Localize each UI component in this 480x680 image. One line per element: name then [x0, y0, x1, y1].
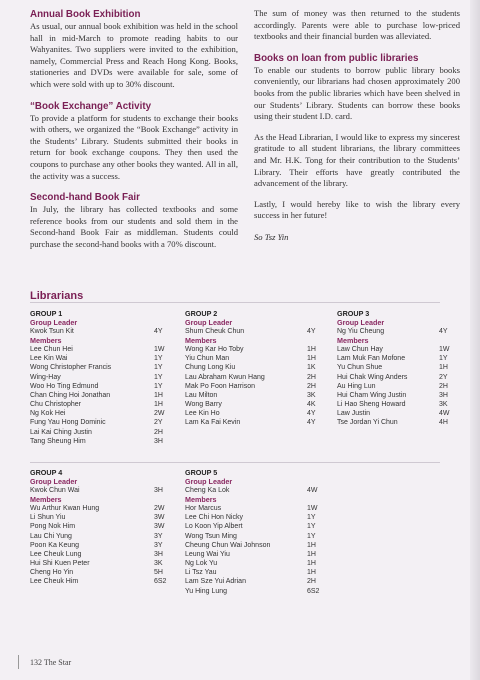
student-class: 6S2: [154, 578, 167, 586]
member-row: [185, 504, 333, 513]
student-class: 3K: [154, 560, 163, 568]
signature: So Tsz Yin: [254, 231, 289, 242]
student-name: Wu Arthur Kwan Hung: [30, 505, 100, 513]
member-row: [337, 354, 465, 363]
member-row: [185, 577, 333, 586]
member-row: [30, 428, 180, 437]
student-name: Woo Ho Ting Edmund: [30, 382, 99, 390]
group-leader-label: Group Leader: [30, 477, 78, 486]
group-title: GROUP 2: [185, 309, 218, 318]
student-name: Wong Christopher Francis: [30, 364, 112, 372]
student-name: Hui Shi Kuen Peter: [30, 560, 90, 568]
member-row: [30, 391, 180, 400]
student-name: Hor Marcus: [185, 505, 222, 513]
heading-second-hand-book-fair: Second-hand Book Fair: [30, 192, 140, 204]
student-name: Fung Yau Hong Dominic: [30, 419, 106, 427]
member-row: [30, 409, 180, 418]
group-4: [30, 468, 180, 587]
student-name: Ng Kok Hei: [30, 410, 66, 418]
librarians-title: Librarians: [30, 290, 84, 302]
paragraph-book-exchange: To provide a platform for students to exchange their books with others, we organized the “Book Exchange” activity in the Students’ Library. Students submitted their books in return for book exchange coupons. They then used the coupons to purchase any other books they wanted. All in all, the activity was a success.: [30, 112, 238, 181]
divider-middle: [30, 462, 440, 463]
student-class: 4Y: [439, 328, 448, 335]
student-class: 1W: [154, 346, 165, 354]
student-class: 4W: [307, 487, 318, 494]
member-row: [337, 409, 465, 418]
student-name: Lee Cheuk Lung: [30, 550, 82, 558]
student-class: 1Y: [154, 364, 163, 372]
page-edge: [470, 0, 480, 680]
group-3: [337, 309, 465, 428]
group-leader-row: [337, 327, 465, 336]
student-class: 2Y: [439, 373, 448, 381]
right-text-column: [254, 8, 460, 243]
student-class: 3H: [154, 437, 163, 445]
group-leader-row: [185, 486, 333, 495]
student-class: 2H: [307, 578, 316, 586]
student-name: Lau Chi Yung: [30, 532, 72, 540]
student-class: 1H: [439, 364, 448, 372]
student-name: Kwok Tsun Kit: [30, 328, 74, 335]
student-name: Li Shun Yiu: [30, 514, 66, 522]
student-name: Ng Yiu Cheung: [337, 328, 385, 335]
member-row: [337, 382, 465, 391]
student-class: 1H: [307, 550, 316, 558]
student-class: 1H: [307, 569, 316, 577]
member-row: [185, 382, 333, 391]
member-row: [185, 409, 333, 418]
student-name: Wong Kar Ho Toby: [185, 346, 244, 354]
student-class: 1H: [154, 401, 163, 409]
member-row: [337, 400, 465, 409]
student-name: Pong Nok Him: [30, 523, 76, 531]
group-leader-row: [185, 327, 333, 336]
student-name: Yu Chun Shue: [337, 364, 383, 372]
group-leader-label: Group Leader: [185, 318, 233, 327]
group-leader-row: [30, 327, 180, 336]
member-row: [30, 550, 180, 559]
student-class: 3W: [154, 523, 165, 531]
members-label: Members: [30, 336, 62, 346]
student-class: 1W: [307, 505, 318, 513]
member-row: [185, 532, 333, 541]
group-leader-label: Group Leader: [185, 477, 233, 486]
member-row: [337, 363, 465, 372]
member-row: [185, 568, 333, 577]
student-name: Poon Ka Keung: [30, 541, 80, 549]
paragraph-books-on-loan: To enable our students to borrow public library books conveniently, our librarians had chosen approximately 200 books from the public libraries which have been shelved in our Students’ Library. Students can borrow these books using their student I.D. card.: [254, 64, 460, 122]
student-name: Law Chun Hay: [337, 346, 383, 354]
divider-top: [30, 302, 440, 303]
paragraph-second-hand-book-fair: In July, the library has collected textbooks and some reference books from our students and sold them in the Second-hand Book Fair as middleman. Students could purchase the second-hand books with a 70% discount.: [30, 204, 238, 249]
member-row: [185, 513, 333, 522]
student-class: 4K: [307, 401, 316, 409]
member-row: [337, 345, 465, 354]
student-name: Kwok Chun Wai: [30, 487, 80, 494]
member-row: [30, 532, 180, 541]
student-class: 1H: [307, 541, 316, 549]
student-class: 3H: [154, 487, 163, 494]
member-row: [337, 391, 465, 400]
student-name: Leung Wai Yiu: [185, 550, 230, 558]
student-name: Chan Ching Hoi Jonathan: [30, 391, 111, 399]
group-leader-row: [30, 486, 180, 495]
student-name: Tse Jordan Yi Chun: [337, 419, 398, 427]
member-row: [185, 354, 333, 363]
group-5: [185, 468, 333, 596]
student-class: 3H: [154, 550, 163, 558]
student-name: Li Tsz Yau: [185, 569, 217, 577]
student-class: 4W: [439, 410, 450, 418]
student-name: Hui Cham Wing Justin: [337, 391, 407, 399]
paragraph-wish: Lastly, I would hereby like to wish the library every success in her future!: [254, 198, 460, 221]
member-row: [30, 354, 180, 363]
student-name: Au Hing Lun: [337, 382, 376, 390]
member-row: [30, 577, 180, 586]
student-class: 1Y: [154, 382, 163, 390]
student-name: Li Hao Sheng Howard: [337, 401, 406, 409]
student-class: 4Y: [307, 328, 316, 335]
member-row: [30, 400, 180, 409]
page-footer: 132 The Star: [30, 658, 72, 667]
student-name: Hui Chak Wing Anders: [337, 373, 408, 381]
student-class: 1H: [307, 346, 316, 354]
left-text-column: [30, 8, 238, 260]
member-row: [30, 345, 180, 354]
student-class: 1K: [307, 364, 316, 372]
student-class: 2H: [439, 382, 448, 390]
student-class: 1Y: [439, 355, 448, 363]
student-class: 4Y: [307, 410, 316, 418]
member-row: [30, 559, 180, 568]
member-row: [30, 568, 180, 577]
footer-marker: [18, 655, 19, 669]
student-name: Wong Tsun Ming: [185, 532, 237, 540]
member-row: [185, 373, 333, 382]
member-row: [185, 418, 333, 427]
student-name: Lee Chi Hon Nicky: [185, 514, 243, 522]
member-row: [30, 363, 180, 372]
member-row: [185, 391, 333, 400]
heading-annual-book-exhibition: Annual Book Exhibition: [30, 9, 141, 20]
student-class: 3Y: [154, 541, 163, 549]
member-row: [185, 522, 333, 531]
group-2: [185, 309, 333, 428]
student-class: 4Y: [307, 419, 316, 427]
student-class: 3K: [307, 391, 316, 399]
student-class: 3H: [439, 391, 448, 399]
student-class: 3W: [154, 514, 165, 522]
student-name: Shum Cheuk Chun: [185, 328, 245, 335]
group-title: GROUP 3: [337, 309, 370, 318]
student-name: Lee Cheuk Him: [30, 578, 79, 586]
student-class: 2W: [154, 410, 165, 418]
member-row: [30, 418, 180, 427]
student-name: Ng Lok Yu: [185, 560, 218, 568]
paragraph-gratitude: As the Head Librarian, I would like to express my sincerest gratitude to all student librarians, the library committees and Mr. H.K. Tong for their contribution to the Students’ Library. Their efforts have greatly contributed the advancement of the library.: [254, 131, 460, 189]
member-row: [185, 363, 333, 372]
student-name: Law Justin: [337, 410, 371, 418]
student-name: Lee Kin Wai: [30, 355, 68, 363]
paragraph-annual-book-exhibition: As usual, our annual book exhibition was held in the school hall in mid-March to promote reading habits to our Wahyanites. Two suppliers were invited to the exhibition, namely, Commercial Press and Reach Hong Kong. Books, stationeries and DVDs were available for sale, some of which were sold with up to 30% discount.: [30, 21, 238, 89]
student-class: 6S2: [307, 587, 320, 595]
student-name: Lai Kai Ching Justin: [30, 428, 92, 436]
student-name: Cheng Ka Lok: [185, 487, 230, 494]
member-row: [185, 550, 333, 559]
member-row: [30, 373, 180, 382]
student-name: Wing-Hay: [30, 373, 61, 381]
student-name: Wong Barry: [185, 401, 222, 409]
group-title: GROUP 5: [185, 468, 218, 477]
student-name: Lo Koon Yip Albert: [185, 523, 243, 531]
member-row: [30, 437, 180, 446]
member-row: [185, 345, 333, 354]
student-class: 1H: [307, 355, 316, 363]
student-class: 1H: [307, 560, 316, 568]
group-title: GROUP 1: [30, 309, 63, 318]
student-name: Yu Hing Lung: [185, 587, 228, 595]
member-row: [30, 522, 180, 531]
members-label: Members: [185, 495, 217, 505]
member-row: [185, 541, 333, 550]
student-class: 2Y: [154, 419, 163, 427]
student-class: 3Y: [154, 532, 163, 540]
student-name: Cheung Chun Wai Johnson: [185, 541, 271, 549]
student-name: Cheng Ho Yin: [30, 569, 74, 577]
student-name: Chu Christopher: [30, 401, 81, 409]
student-class: 2W: [154, 505, 165, 513]
group-title: GROUP 4: [30, 468, 63, 477]
student-name: Lam Muk Fan Mofone: [337, 355, 406, 363]
heading-books-on-loan: Books on loan from public libraries: [254, 52, 419, 64]
heading-book-exchange: “Book Exchange” Activity: [30, 100, 152, 112]
student-class: 2H: [154, 428, 163, 436]
group-leader-label: Group Leader: [30, 318, 78, 327]
student-class: 1H: [154, 391, 163, 399]
student-name: Chung Long Kiu: [185, 364, 236, 372]
group-1: [30, 309, 180, 446]
student-class: 2H: [307, 373, 316, 381]
student-name: Lau Milton: [185, 391, 218, 399]
student-class: 1Y: [154, 355, 163, 363]
student-name: Tang Sheung Him: [30, 437, 86, 445]
member-row: [30, 382, 180, 391]
student-class: 2H: [307, 382, 316, 390]
student-class: 3K: [439, 401, 448, 409]
student-name: Lau Abraham Kwun Hang: [185, 373, 265, 381]
members-label: Members: [185, 336, 217, 346]
paragraph-money-returned: The sum of money was then returned to the students accordingly. Parents were able to purchase low-priced textbooks and their financial burden was alleviated.: [254, 8, 460, 42]
member-row: [337, 418, 465, 427]
member-row: [185, 400, 333, 409]
student-name: Lam Sze Yui Adrian: [185, 578, 246, 586]
members-label: Members: [337, 336, 369, 346]
student-class: 5H: [154, 569, 163, 577]
student-class: 4Y: [154, 328, 163, 335]
student-name: Mak Po Foon Harrison: [185, 382, 256, 390]
members-label: Members: [30, 495, 62, 505]
student-class: 1Y: [307, 532, 316, 540]
member-row: [30, 541, 180, 550]
member-row: [30, 504, 180, 513]
student-name: Lee Kin Ho: [185, 410, 220, 418]
member-row: [185, 559, 333, 568]
member-row: [337, 373, 465, 382]
student-name: Yiu Chun Man: [185, 355, 230, 363]
student-class: 1Y: [307, 514, 316, 522]
student-class: 1Y: [154, 373, 163, 381]
student-class: 4H: [439, 419, 448, 427]
group-leader-label: Group Leader: [337, 318, 385, 327]
student-class: 1W: [439, 346, 450, 354]
member-row: [185, 587, 333, 596]
student-name: Lee Chun Hei: [30, 346, 73, 354]
student-name: Lam Ka Fai Kevin: [185, 419, 241, 427]
student-class: 1Y: [307, 523, 316, 531]
member-row: [30, 513, 180, 522]
